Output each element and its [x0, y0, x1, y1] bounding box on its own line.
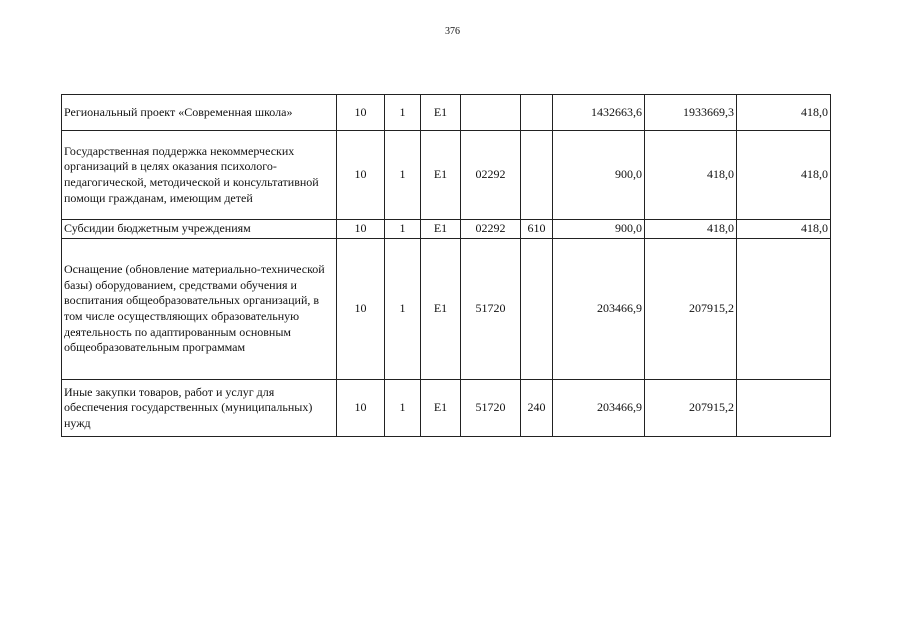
row-name-cell: Иные закупки товаров, работ и услуг для обеспечения государственных (муниципальных) нужд: [62, 380, 337, 437]
sum2-cell: 207915,2: [645, 380, 737, 437]
sum1-cell: 1432663,6: [553, 95, 645, 131]
code-cell: 02292: [461, 131, 521, 220]
vid-cell: 610: [521, 220, 553, 239]
sum2-cell: 207915,2: [645, 239, 737, 380]
row-name-cell: Государственная поддержка некоммерческих организаций в целях оказания психолого-педагогической, методической и консультативной помощи гражданам, имеющим детей: [62, 131, 337, 220]
row-name-cell: Региональный проект «Современная школа»: [62, 95, 337, 131]
vid-cell: [521, 95, 553, 131]
table-row: [62, 95, 831, 131]
vid-cell: 240: [521, 380, 553, 437]
budget-table: [61, 94, 831, 437]
razdel-cell: 10: [337, 95, 385, 131]
podrazdel-cell: 1: [385, 131, 421, 220]
page-number: 376: [445, 26, 460, 37]
razdel-cell: 10: [337, 131, 385, 220]
table-row: [62, 220, 831, 239]
code-cell: 02292: [461, 220, 521, 239]
table-row: [62, 380, 831, 437]
podrazdel-cell: 1: [385, 380, 421, 437]
row-name-cell: Субсидии бюджетным учреждениям: [62, 220, 337, 239]
program-cell: Е1: [421, 220, 461, 239]
sum3-cell: 418,0: [737, 95, 831, 131]
podrazdel-cell: 1: [385, 239, 421, 380]
code-cell: 51720: [461, 239, 521, 380]
sum3-cell: [737, 239, 831, 380]
sum2-cell: 1933669,3: [645, 95, 737, 131]
razdel-cell: 10: [337, 380, 385, 437]
podrazdel-cell: 1: [385, 220, 421, 239]
program-cell: Е1: [421, 380, 461, 437]
sum1-cell: 900,0: [553, 131, 645, 220]
table-row: [62, 239, 831, 380]
sum1-cell: 203466,9: [553, 239, 645, 380]
sum2-cell: 418,0: [645, 220, 737, 239]
code-cell: [461, 95, 521, 131]
program-cell: Е1: [421, 131, 461, 220]
sum1-cell: 203466,9: [553, 380, 645, 437]
razdel-cell: 10: [337, 220, 385, 239]
sum3-cell: 418,0: [737, 220, 831, 239]
sum1-cell: 900,0: [553, 220, 645, 239]
podrazdel-cell: 1: [385, 95, 421, 131]
razdel-cell: 10: [337, 239, 385, 380]
sum3-cell: [737, 380, 831, 437]
program-cell: Е1: [421, 95, 461, 131]
sum3-cell: 418,0: [737, 131, 831, 220]
program-cell: Е1: [421, 239, 461, 380]
table-row: [62, 131, 831, 220]
sum2-cell: 418,0: [645, 131, 737, 220]
vid-cell: [521, 239, 553, 380]
row-name-cell: Оснащение (обновление материально-технической базы) оборудованием, средствами обучения и воспитания общеобразовательных организаций, в том числе осуществляющих образовательную деятельность по адаптированным основным общеобразовательным программам: [62, 239, 337, 380]
vid-cell: [521, 131, 553, 220]
code-cell: 51720: [461, 380, 521, 437]
